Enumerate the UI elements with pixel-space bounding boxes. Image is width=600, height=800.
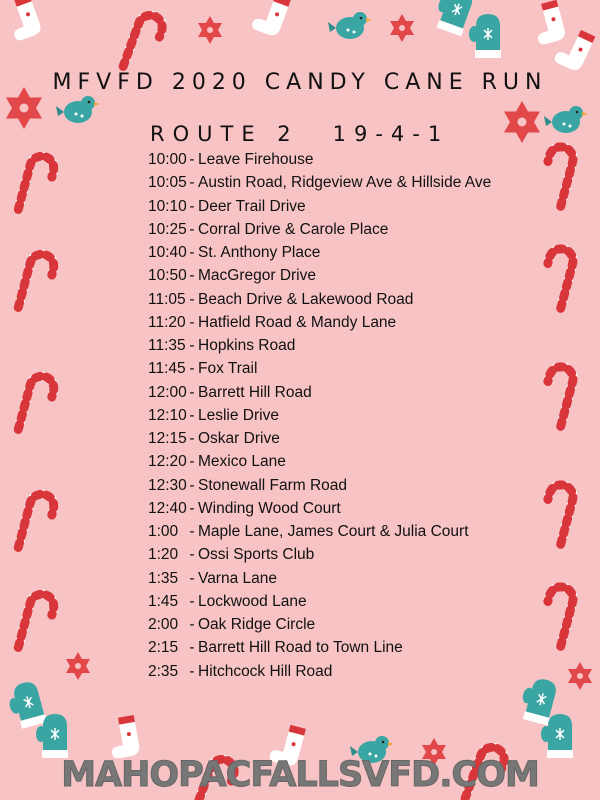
stop-location: St. Anthony Place <box>198 244 321 261</box>
separator: - <box>189 476 195 494</box>
stop-time: 2:35 <box>148 662 179 680</box>
stop-time: 10:50 <box>148 267 187 285</box>
route-code: 19-4-1 <box>332 122 450 146</box>
separator: - <box>189 616 195 633</box>
mitten-icon <box>469 14 501 58</box>
schedule-row <box>148 590 491 613</box>
separator: - <box>189 406 195 424</box>
stop-location: Ossi Sports Club <box>198 546 315 564</box>
website-url: MAHOPACFALLSVFD.COM <box>61 755 539 795</box>
schedule-row <box>148 474 491 497</box>
schedule-row <box>148 311 491 334</box>
schedule-row <box>148 404 491 427</box>
schedule-row <box>148 171 491 194</box>
stop-location: Varna Lane <box>198 569 277 587</box>
stop-location: Hopkins Road <box>198 337 296 354</box>
stop-time: 11:20 <box>148 313 186 331</box>
stop-location: Fox Trail <box>198 360 258 378</box>
stop-time: 1:45 <box>148 592 179 610</box>
separator: - <box>189 313 195 331</box>
stop-time: 1:35 <box>148 569 179 587</box>
candy-cane-icon <box>123 12 165 75</box>
stop-time: 10:25 <box>148 220 187 238</box>
bird-icon <box>328 12 372 39</box>
stop-location: MacGregor Drive <box>198 267 316 285</box>
stop-location: Deer Trail Drive <box>198 197 306 215</box>
schedule-row <box>148 381 491 404</box>
schedule-row <box>148 264 491 287</box>
candy-cane-icon <box>18 251 56 313</box>
stop-location: Hatfield Road & Mandy Lane <box>198 313 397 331</box>
schedule-row <box>148 334 491 357</box>
stop-time: 12:40 <box>148 499 187 517</box>
separator: - <box>189 220 195 238</box>
separator: - <box>189 244 195 261</box>
stop-location: Leave Firehouse <box>198 151 314 168</box>
separator: - <box>189 592 195 610</box>
separator: - <box>189 662 195 680</box>
separator: - <box>189 569 195 587</box>
schedule-row <box>148 520 491 543</box>
stop-location: Leslie Drive <box>198 406 279 424</box>
schedule-row <box>148 543 491 566</box>
schedule-row <box>148 660 491 683</box>
star-icon <box>390 14 414 42</box>
stop-time: 10:10 <box>148 197 187 215</box>
schedule-row <box>148 613 491 636</box>
bird-icon <box>544 106 588 133</box>
stop-time: 10:00 <box>148 151 187 168</box>
schedule-row <box>148 357 491 380</box>
schedule-row <box>148 450 491 473</box>
separator: - <box>189 546 195 564</box>
stop-time: 12:00 <box>148 383 187 401</box>
separator: - <box>189 174 195 192</box>
stop-location: Oak Ridge Circle <box>198 616 316 633</box>
separator: - <box>189 499 195 517</box>
candy-cane-icon <box>537 482 575 544</box>
stop-time: 10:40 <box>148 244 187 261</box>
separator: - <box>189 639 195 657</box>
page-title: MFVFD 2020 CANDY CANE RUN <box>52 70 548 95</box>
candy-cane-icon <box>18 153 56 215</box>
star-icon <box>198 16 222 44</box>
schedule-row <box>148 497 491 520</box>
candy-cane-icon <box>18 373 56 435</box>
separator: - <box>189 197 195 215</box>
stop-time: 12:20 <box>148 453 187 471</box>
stop-location: Barrett Hill Road to Town Line <box>198 639 403 657</box>
stop-time: 2:15 <box>148 639 179 657</box>
schedule-row <box>148 241 491 264</box>
separator: - <box>189 383 195 401</box>
schedule-row <box>148 567 491 590</box>
candy-cane-icon <box>537 584 575 646</box>
stop-time: 11:35 <box>148 337 186 354</box>
candy-cane-icon <box>537 246 575 308</box>
stop-location: Winding Wood Court <box>198 499 341 517</box>
stop-location: Stonewall Farm Road <box>198 476 348 494</box>
stop-location: Oskar Drive <box>198 430 280 447</box>
star-icon <box>504 101 540 143</box>
stop-time: 1:00 <box>148 523 179 540</box>
sock-icon <box>529 0 566 46</box>
route-name: ROUTE 2 <box>150 122 299 146</box>
stop-time: 2:00 <box>148 616 179 633</box>
stop-time: 11:05 <box>148 290 186 308</box>
separator: - <box>189 337 195 354</box>
sock-icon <box>251 0 291 38</box>
mitten-icon <box>5 680 47 731</box>
candy-cane-icon <box>18 491 56 553</box>
schedule-row <box>148 218 491 241</box>
candy-cane-icon <box>18 591 56 653</box>
route-heading <box>150 122 449 146</box>
candy-cane-icon <box>537 364 575 426</box>
bird-icon <box>56 96 100 123</box>
stop-time: 12:15 <box>148 430 187 447</box>
separator: - <box>189 453 195 471</box>
stop-time: 12:30 <box>148 476 187 494</box>
separator: - <box>189 360 195 378</box>
schedule-row <box>148 288 491 311</box>
stop-location: Hitchcock Hill Road <box>198 662 333 680</box>
stop-location: Corral Drive & Carole Place <box>198 220 389 238</box>
separator: - <box>189 267 195 285</box>
schedule-row <box>148 427 491 450</box>
sock-icon <box>3 0 43 42</box>
stop-time: 10:05 <box>148 174 187 192</box>
stop-time: 12:10 <box>148 406 187 424</box>
schedule-row <box>148 148 491 171</box>
stop-location: Beach Drive & Lakewood Road <box>198 290 414 308</box>
separator: - <box>189 430 195 447</box>
separator: - <box>189 523 195 540</box>
star-icon <box>66 652 90 680</box>
stop-location: Lockwood Lane <box>198 592 307 610</box>
stop-time: 11:45 <box>148 360 186 378</box>
sock-icon <box>106 715 141 759</box>
star-icon <box>568 662 592 690</box>
stop-time: 1:20 <box>148 546 179 564</box>
schedule-row <box>148 195 491 218</box>
separator: - <box>189 290 195 308</box>
separator: - <box>189 151 195 168</box>
mitten-icon <box>431 0 476 36</box>
stop-location: Maple Lane, James Court & Julia Court <box>198 523 469 540</box>
schedule-row <box>148 636 491 659</box>
candy-cane-icon <box>537 144 575 206</box>
schedule-list <box>148 148 491 683</box>
stop-location: Mexico Lane <box>198 453 286 471</box>
stop-location: Austin Road, Ridgeview Ave & Hillside Ave <box>198 174 492 192</box>
stop-location: Barrett Hill Road <box>198 383 312 401</box>
